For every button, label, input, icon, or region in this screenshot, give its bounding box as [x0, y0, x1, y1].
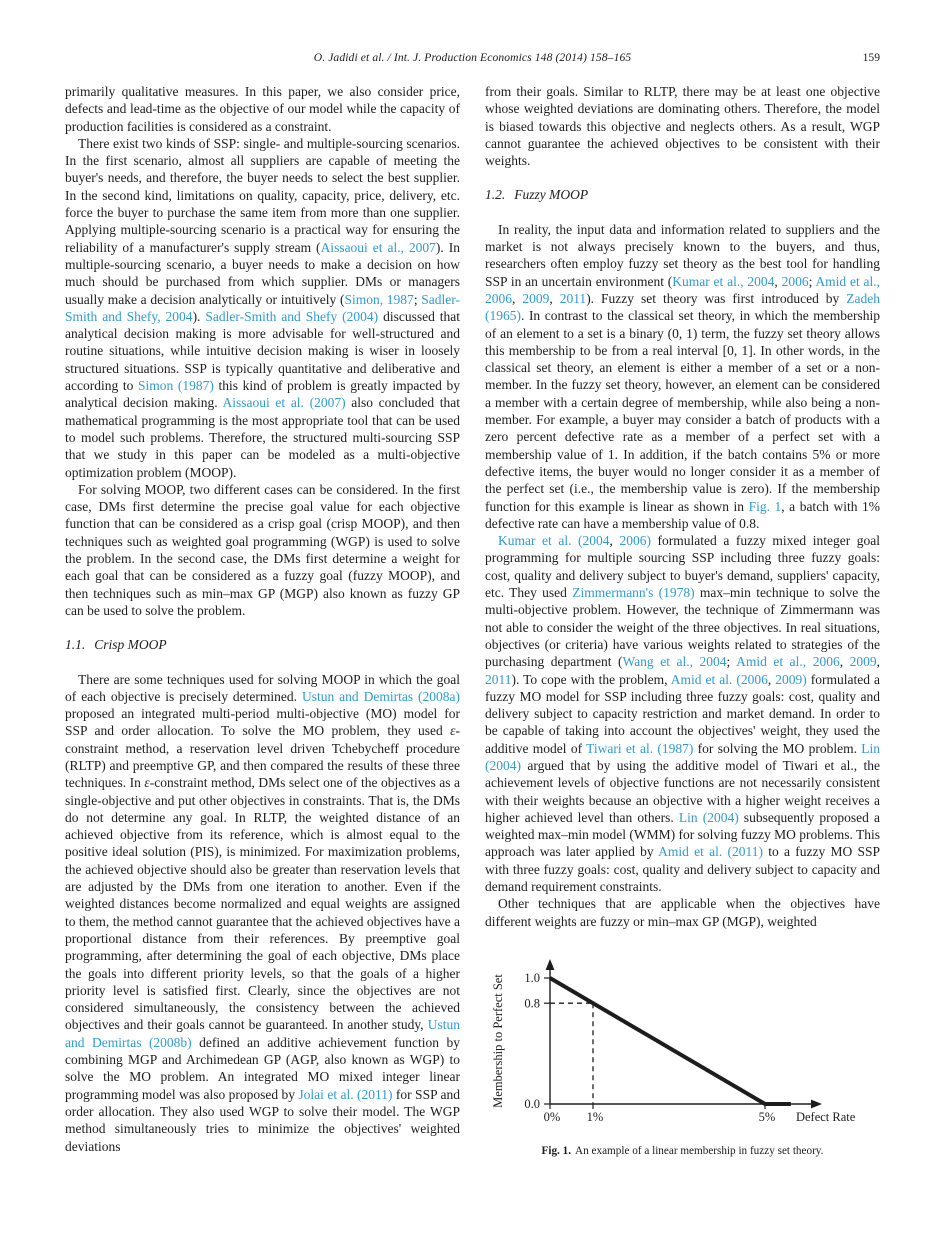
x-axis-title: Defect Rate [795, 1109, 855, 1124]
text-run: max–min technique to solve the multi-objective problem. However, the technique of Zimmermann was not able to consider the weight of the three objectives. In real situations, objectives (or criteria) have various weights related to strategies of the purchasing department ( [485, 585, 880, 670]
citation-link[interactable]: Simon (1987) [137, 378, 214, 394]
left-column [65, 83, 460, 1158]
text-run: ; [726, 654, 737, 670]
y-tick-label: 1.0 [523, 971, 540, 986]
citation-link[interactable]: Kumar et al., 2004 [672, 273, 775, 289]
text-run: For solving MOOP, two different cases can be considered. In the first case, DMs first determine the precise goal value for each objective function that can be considered as a crisp goal (crisp MOOP), and then techniques such as weighted goal programming (WGP) is used to solve the problem. In the second case, the DMs first determine a weight for each goal that can be considered as a fuzzy goal (fuzzy MOOP), and then techniques such as min–max GP (MGP) also known as fuzzy GP can be used to solve the problem. [65, 481, 460, 618]
figure-1-chart [488, 952, 878, 1134]
citation-link[interactable]: 2011 [485, 671, 512, 687]
paragraph [65, 83, 460, 135]
text-run: , [549, 290, 560, 306]
x-tick-label: 0% [543, 1109, 560, 1124]
article-body [65, 83, 880, 1158]
text-run: In reality, the input data and information related to suppliers and the market is not always precisely known to the buyers, and thus, researchers often employ fuzzy set theory as the best tool for handling SSP in an uncertain environment ( [485, 221, 880, 289]
section-heading [65, 636, 460, 653]
text-run: , [876, 654, 880, 670]
figure-caption-text: An example of a linear membership in fuzzy set theory. [575, 1144, 824, 1157]
y-tick-label: 0.8 [523, 996, 540, 1011]
text-run: , [839, 654, 850, 670]
text-run: ε [450, 723, 456, 739]
text-run: formulated a fuzzy MO model for SSP including three fuzzy goals: cost, quality and delivery subject to capacity restriction and market demand. In order to be capable of taking into account the objectives' weight, they used the additive model of [485, 671, 880, 756]
figure-1 [485, 952, 880, 1158]
paragraph [485, 83, 880, 169]
text-run: formulated a fuzzy mixed integer goal programming for multiple sourcing SSP including three fuzzy goals: cost, quality and delivery subject to buyer's demand, suppliers' capacity, etc. They used [485, 533, 881, 601]
text-run: ). To cope with the problem, [511, 671, 671, 687]
citation-link[interactable]: 2009 [849, 654, 877, 670]
x-tick-label: 1% [586, 1109, 603, 1124]
section-title: Fuzzy MOOP [514, 187, 589, 203]
membership-line-group [550, 978, 791, 1104]
citation-link[interactable]: 2006) [619, 533, 651, 549]
citation-link[interactable]: 2006 [781, 273, 809, 289]
text-run: -constraint method, a reservation level driven Tchebycheff procedure (RLTP) and preemptive GP, and then compared the results of these three techniques. In [65, 723, 460, 791]
text-run: subsequently proposed a weighted max–min model (WMM) for solving fuzzy MO problems. This approach was later applied by [485, 809, 880, 860]
citation-link[interactable]: Simon, 1987 [344, 291, 414, 307]
text-run: argued that by using the additive model of Tiwari et al., the achievement levels of objective functions are not necessarily consistent with their weights because an objective with a higher weight receives a higher achieved level than others. [485, 757, 880, 825]
paragraph [485, 221, 880, 532]
text-run: ). Fuzzy set theory was first introduced by [586, 290, 847, 306]
page-header [65, 51, 880, 67]
citation-link[interactable]: Zadeh (1965) [485, 290, 880, 324]
x-tick-label: 5% [758, 1109, 775, 1124]
text-run: ). In multiple-sourcing scenario, a buyer needs to make a decision on how much should be purchased from which supplier. DMs or managers usually make a decision analytically or intuitively ( [65, 239, 460, 307]
paragraph [485, 532, 880, 895]
paragraph [485, 895, 880, 930]
citation-link[interactable]: Lin (2004) [678, 809, 739, 825]
text-run: proposed an integrated multi-period multi-objective (MO) model for SSP and order allocation. To solve the MO problem, they used [65, 706, 460, 739]
y-axis-title: Membership to Perfect Set [490, 974, 505, 1108]
citation-link[interactable]: Zimmermann's (1978) [572, 585, 695, 601]
text-run: -constraint method, DMs select one of the objectives as a single-objective and put other objectives in constraints. That is, the DMs do not determine any goal. In RLTP, the weighted distance of an achieved objective from its reference, which is almost equal to the positive ideal solution (PIS), is minimized. For maximization problems, the achieved objective should also be greater than reservation levels that are adjusted by the DMs from one iteration to another. Even if the weighted distances become normalized and equal weights are assigned to them, the method cannot guarantee that the achieved objectives have a proportional distance from their references. By preemptive goal programming, after determining the goal of each objective, DMs place the goals into different priority levels, so that the goals of a higher priority level is satisfied first. Clearly, since the objectives are not considered simultaneously, the consistency between the achieved objectives and their goals cannot be guaranteed. In another study, [65, 775, 460, 1033]
y-axis-arrow-icon [545, 959, 554, 970]
citation-link[interactable]: Amid et al. (2006 [670, 671, 768, 687]
citation-link[interactable]: 2011 [559, 290, 587, 306]
section-number: 1.1. [65, 637, 86, 653]
y-tick-label: 0.0 [523, 1097, 540, 1112]
text-run: this kind of problem is greatly impacted by analytical decision making. [65, 378, 460, 411]
citation-link[interactable]: Aissaoui et al., 2007 [320, 239, 436, 255]
axis-ticks [524, 971, 775, 1124]
text-run: defined an additive achievement function by combining MGP and Archimedean GP (AGP, also known as WGP) to solve the MO problem. An integrated MO mixed integer linear programming model was also proposed by [65, 1034, 460, 1102]
text-run: for solving the MO problem. [693, 740, 862, 756]
figure-caption [485, 1144, 880, 1158]
citation-link[interactable]: Ustun and Demirtas (2008b) [65, 1017, 460, 1050]
citation-link[interactable]: Kumar et al. (2004 [498, 533, 610, 549]
text-run: There exist two kinds of SSP: single- and multiple-sourcing scenarios. In the first scenario, almost all suppliers are capable of meeting the buyer's needs, and therefore, the buyer needs to select the best supplier. In the second kind, limitations on quality, capacity, price, delivery, etc. force the buyer to purchase the same item from more than one supplier. Applying multiple-sourcing scenario is a practical way for ensuring the reliability of a manufacturer's supply stream ( [65, 135, 460, 255]
citation-link[interactable]: 2009) [775, 671, 807, 687]
citation-link[interactable]: Amid et al., 2006 [736, 654, 840, 670]
citation-link[interactable]: 2009 [522, 290, 550, 306]
text-run: for SSP and order allocation. They also used WGP to solve their model. The WGP method simultaneously tries to minimize the objectives' weighted deviations [65, 1086, 460, 1154]
text-run: , [767, 671, 776, 687]
citation-link[interactable]: Fig. 1 [748, 498, 782, 514]
citation-link[interactable]: Lin (2004) [485, 740, 880, 773]
text-run: , [512, 290, 523, 306]
running-title: O. Jadidi et al. / Int. J. Production Economics 148 (2014) 158–165 [313, 51, 632, 64]
text-run: ). [192, 308, 206, 324]
page-number: 159 [862, 51, 880, 64]
citation-link[interactable]: Aissaoui et al. (2007) [222, 395, 346, 411]
citation-link[interactable]: Amid et al. (2011) [658, 844, 764, 860]
text-run: primarily qualitative measures. In this paper, we also consider price, defects and lead-time as the objective of our model while the capacity of production facilities is considered as a constraint. [65, 84, 460, 134]
paragraph [65, 671, 460, 1155]
text-run: . In contrast to the classical set theory, in which the membership of an element to a set is a binary (0, 1) term, the fuzzy set theory allows this membership to be from a real interval [0, 1]. In other words, in the classical set theory, an element is either a member of a set or a non-member. In the fuzzy set theory, however, an element can be considered a member with a certain degree of membership, while also being a non-member. For example, a buyer may consider a batch of products with a zero percent defective rate as a member of a perfect set with a membership value of 1. In addition, if the batch contains 5% or more defective items, the buyer would no longer consider it as a member of the perfect set (i.e., the membership value is zero). If the membership function for this example is linear as shown in [485, 308, 880, 514]
section-heading [485, 186, 880, 203]
text-run: from their goals. Similar to RLTP, there may be at least one objective whose weighted deviations are dominating others. Therefore, the model is biased towards this objective and neglects others. As a result, WGP cannot guarantee the achieved objectives to be consistent with their weights. [485, 84, 880, 169]
section-number: 1.2. [485, 187, 506, 203]
text-run: ; [808, 273, 816, 289]
right-column [485, 83, 880, 1158]
text-run: , a batch with 1% defective rate can have a membership value of 0.8. [485, 498, 881, 531]
paragraph [65, 481, 460, 619]
text-run: ; [413, 291, 422, 307]
text-run: also concluded that mathematical programming is the most appropriate tool that can be used to model such problems. Therefore, the structured multi-sourcing SSP that we study in this paper can be modeled as a multi-objective optimization problem (MOOP). [65, 395, 460, 480]
text-run: There are some techniques used for solving MOOP in which the goal of each objective is precisely determined. [65, 671, 460, 704]
citation-link[interactable]: Sadler-Smith and Shefy (2004) [205, 308, 379, 324]
citation-link[interactable]: Jolai et al. (2011) [298, 1086, 393, 1102]
dashed-guides [550, 1003, 593, 1104]
x-axis-arrow-icon [811, 1100, 822, 1109]
citation-link[interactable]: Wang et al., 2004 [622, 654, 727, 670]
text-run: discussed that analytical decision making is more advisable for well-structured and routine situations, while intuitive decision making is wiser in loosely structured situations. SSP is typically quantitative and deliberative and according to [65, 308, 461, 394]
text-run: , [609, 533, 620, 549]
text-run: ε [144, 775, 150, 791]
text-run: Other techniques that are applicable when the objectives have different weights are fuzzy or min–max GP (MGP), weighted [485, 896, 880, 929]
citation-link[interactable]: Ustun and Demirtas (2008a) [301, 688, 460, 704]
text-run: , [774, 273, 782, 289]
citation-link[interactable]: Amid et al., 2006 [485, 273, 880, 306]
paragraph [65, 135, 460, 481]
citation-link[interactable]: Sadler-Smith and Shefy, 2004 [65, 291, 460, 324]
text-run: to a fuzzy MO SSP with three fuzzy goals: cost, quality and delivery subject to capacity and demand requirement constraints. [485, 844, 880, 895]
membership-line [550, 978, 791, 1104]
citation-link[interactable]: Tiwari et al. (1987) [586, 740, 694, 756]
figure-caption-label: Fig. 1. [541, 1144, 572, 1157]
section-title: Crisp MOOP [94, 637, 167, 653]
